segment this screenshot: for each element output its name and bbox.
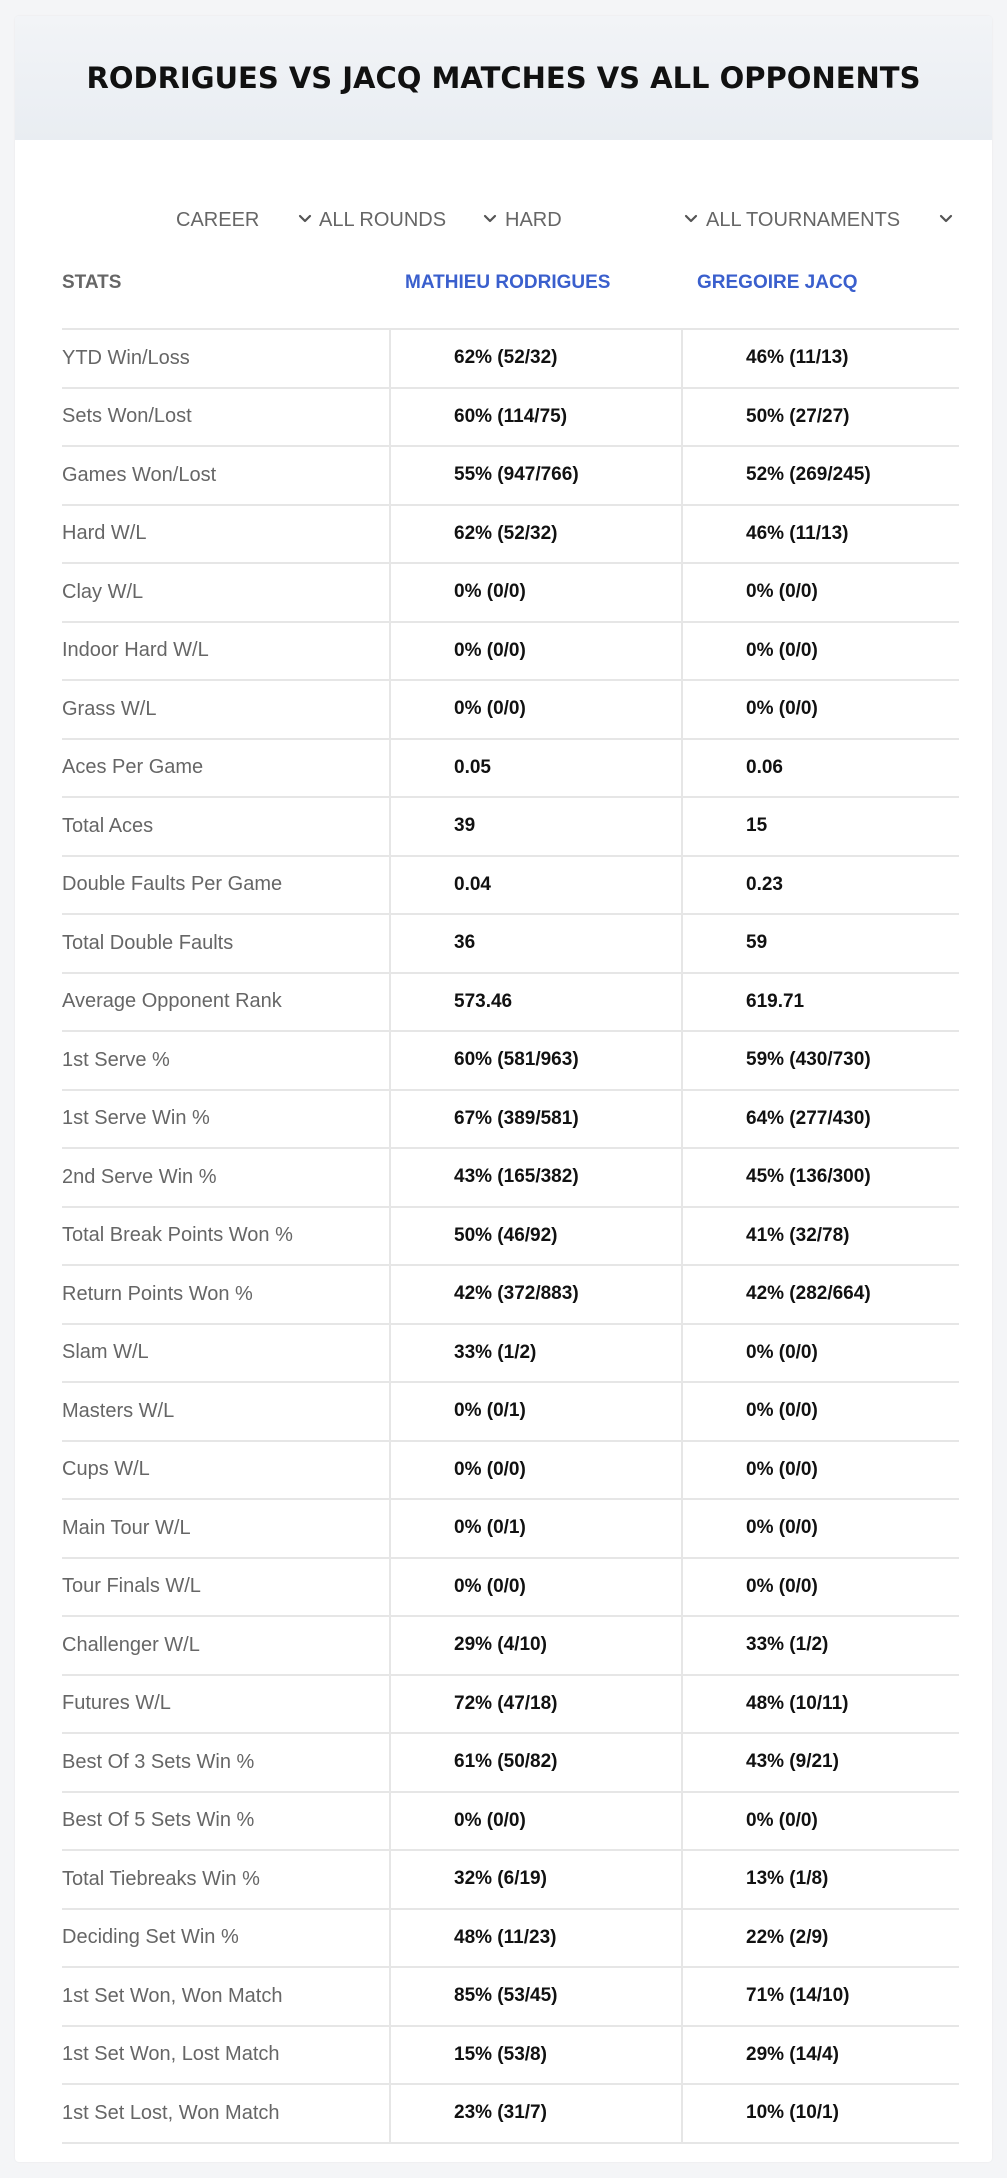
player2-stat-value: 52% (269/245) [746, 464, 871, 486]
player2-stat-value: 0% (0/0) [746, 1400, 818, 1422]
stat-label: Double Faults Per Game [62, 873, 283, 896]
player1-stat-value: 0.04 [454, 873, 491, 895]
player1-stat-value: 85% (53/45) [454, 1985, 558, 2007]
player1-stat-value: 72% (47/18) [454, 1692, 558, 1714]
table-row [62, 1266, 959, 1325]
table-row [62, 389, 959, 448]
stat-label: Deciding Set Win % [62, 1926, 239, 1949]
player1-stat-value: 60% (114/75) [454, 405, 568, 427]
table-row [62, 2085, 959, 2144]
chevron-down-icon [483, 212, 497, 226]
filter-bar [15, 192, 992, 248]
table-row [62, 564, 959, 623]
table-row [62, 915, 959, 974]
table-row [62, 1383, 959, 1442]
stat-label: Aces Per Game [62, 756, 204, 779]
table-row [62, 1559, 959, 1618]
table-row [62, 1500, 959, 1559]
player2-name-link[interactable]: GREGOIRE JACQ [697, 272, 858, 293]
stat-label: Cups W/L [62, 1458, 150, 1481]
table-row [62, 447, 959, 506]
player2-stat-value: 59 [746, 932, 768, 954]
player1-stat-value: 62% (52/32) [454, 347, 558, 369]
column-divider [389, 328, 391, 2142]
player1-stat-value: 42% (372/883) [454, 1283, 579, 1305]
stat-label: YTD Win/Loss [62, 346, 190, 369]
player1-stat-value: 573.46 [454, 990, 513, 1012]
table-row [62, 1442, 959, 1501]
stat-label: Games Won/Lost [62, 463, 217, 486]
filter-value: HARD [505, 208, 562, 231]
player1-stat-value: 0.05 [454, 756, 491, 778]
player1-stat-value: 39 [454, 815, 476, 837]
player1-stat-value: 0% (0/1) [454, 1400, 526, 1422]
tournaments-filter-select[interactable] [706, 192, 953, 248]
player2-stat-value: 33% (1/2) [746, 1634, 829, 1656]
table-row [62, 1091, 959, 1150]
stat-label: Total Double Faults [62, 931, 234, 954]
player2-stat-value: 0% (0/0) [746, 1458, 818, 1480]
player2-stat-value: 64% (277/430) [746, 1107, 871, 1129]
player2-stat-value: 42% (282/664) [746, 1283, 871, 1305]
player1-stat-value: 67% (389/581) [454, 1107, 579, 1129]
player2-stat-value: 0% (0/0) [746, 639, 818, 661]
player1-stat-value: 0% (0/0) [454, 1809, 526, 1831]
table-row [62, 330, 959, 389]
stats-column-header: STATS [62, 272, 122, 293]
player1-stat-value: 36 [454, 932, 476, 954]
stat-label: Main Tour W/L [62, 1516, 191, 1539]
chevron-down-icon [939, 212, 953, 226]
table-row [62, 623, 959, 682]
table-row [62, 1032, 959, 1091]
stats-table [62, 256, 959, 2144]
stat-label: Best Of 5 Sets Win % [62, 1809, 255, 1832]
stat-label: Average Opponent Rank [62, 990, 282, 1013]
player1-stat-value: 0% (0/0) [454, 1458, 526, 1480]
player2-stat-value: 0% (0/0) [746, 581, 818, 603]
filter-value: ALL TOURNAMENTS [706, 208, 901, 231]
table-row [62, 1208, 959, 1267]
table-row [62, 506, 959, 565]
stat-label: 1st Serve % [62, 1048, 170, 1071]
player1-stat-value: 61% (50/82) [454, 1751, 558, 1773]
player2-stat-value: 29% (14/4) [746, 2043, 839, 2065]
table-row [62, 681, 959, 740]
player1-stat-value: 0% (0/1) [454, 1517, 526, 1539]
table-header [62, 256, 959, 330]
player1-stat-value: 33% (1/2) [454, 1341, 537, 1363]
table-row [62, 798, 959, 857]
player1-stat-value: 0% (0/0) [454, 581, 526, 603]
table-row [62, 1793, 959, 1852]
player2-stat-value: 46% (11/13) [746, 347, 849, 369]
player1-name-link[interactable]: MATHIEU RODRIGUES [405, 272, 611, 293]
player2-stat-value: 0% (0/0) [746, 1575, 818, 1597]
player1-stat-value: 32% (6/19) [454, 1868, 547, 1890]
player1-stat-value: 0% (0/0) [454, 698, 526, 720]
player1-stat-value: 0% (0/0) [454, 1575, 526, 1597]
rounds-filter-select[interactable] [319, 192, 497, 248]
player1-stat-value: 29% (4/10) [454, 1634, 547, 1656]
table-row [62, 857, 959, 916]
stat-label: Best Of 3 Sets Win % [62, 1750, 255, 1773]
table-row [62, 1968, 959, 2027]
stat-label: 1st Serve Win % [62, 1107, 210, 1130]
table-row [62, 1676, 959, 1735]
table-row [62, 1617, 959, 1676]
stat-label: Challenger W/L [62, 1633, 200, 1656]
stat-label: Masters W/L [62, 1399, 175, 1422]
player1-stat-value: 43% (165/382) [454, 1166, 579, 1188]
player2-stat-value: 59% (430/730) [746, 1049, 871, 1071]
stat-label: Indoor Hard W/L [62, 639, 209, 662]
player2-stat-value: 13% (1/8) [746, 1868, 829, 1890]
player1-stat-value: 0% (0/0) [454, 639, 526, 661]
player1-stat-value: 62% (52/32) [454, 522, 558, 544]
table-row [62, 740, 959, 799]
player2-stat-value: 0% (0/0) [746, 1517, 818, 1539]
stat-label: Total Tiebreaks Win % [62, 1867, 260, 1890]
player2-stat-value: 71% (14/10) [746, 1985, 850, 2007]
table-row [62, 1325, 959, 1384]
player2-stat-value: 0.23 [746, 873, 783, 895]
player2-stat-value: 0% (0/0) [746, 1809, 818, 1831]
filter-value: CAREER [176, 208, 260, 231]
stat-label: 2nd Serve Win % [62, 1165, 217, 1188]
stat-label: Return Points Won % [62, 1282, 253, 1305]
stats-card [15, 16, 992, 2162]
stat-label: 1st Set Lost, Won Match [62, 2101, 280, 2124]
player2-stat-value: 10% (10/1) [746, 2102, 839, 2124]
player2-stat-value: 50% (27/27) [746, 405, 850, 427]
stat-label: Grass W/L [62, 697, 157, 720]
stat-label: Slam W/L [62, 1341, 149, 1364]
player2-stat-value: 22% (2/9) [746, 1926, 829, 1948]
player2-stat-value: 619.71 [746, 990, 805, 1012]
stat-label: 1st Set Won, Lost Match [62, 2043, 280, 2066]
player1-stat-value: 23% (31/7) [454, 2102, 547, 2124]
career-filter-select[interactable] [176, 192, 312, 248]
table-row [62, 1149, 959, 1208]
page-title: RODRIGUES VS JACQ MATCHES VS ALL OPPONENTS [86, 61, 921, 95]
table-row [62, 974, 959, 1033]
stat-label: Futures W/L [62, 1692, 171, 1715]
filter-value: ALL ROUNDS [319, 208, 447, 231]
player2-stat-value: 48% (10/11) [746, 1692, 849, 1714]
chevron-down-icon [298, 212, 312, 226]
stat-label: Clay W/L [62, 580, 144, 603]
table-row [62, 1734, 959, 1793]
player1-stat-value: 60% (581/963) [454, 1049, 579, 1071]
table-row [62, 1851, 959, 1910]
player2-stat-value: 46% (11/13) [746, 522, 849, 544]
player1-stat-value: 55% (947/766) [454, 464, 579, 486]
table-body [62, 330, 959, 2144]
stat-label: Sets Won/Lost [62, 405, 192, 428]
column-divider [681, 328, 683, 2142]
player2-stat-value: 0% (0/0) [746, 1341, 818, 1363]
player2-stat-value: 0% (0/0) [746, 698, 818, 720]
stat-label: Total Break Points Won % [62, 1224, 293, 1247]
player2-stat-value: 41% (32/78) [746, 1224, 850, 1246]
player2-stat-value: 43% (9/21) [746, 1751, 839, 1773]
player1-stat-value: 48% (11/23) [454, 1926, 557, 1948]
player2-stat-value: 0.06 [746, 756, 783, 778]
card-header [15, 16, 992, 140]
player1-stat-value: 15% (53/8) [454, 2043, 547, 2065]
surface-filter-select[interactable] [505, 192, 698, 248]
player2-stat-value: 15 [746, 815, 768, 837]
stat-label: Total Aces [62, 814, 154, 837]
table-row [62, 1910, 959, 1969]
table-row [62, 2027, 959, 2086]
player2-stat-value: 45% (136/300) [746, 1166, 871, 1188]
stat-label: Tour Finals W/L [62, 1575, 201, 1598]
stat-label: Hard W/L [62, 522, 147, 545]
stat-label: 1st Set Won, Won Match [62, 1984, 283, 2007]
player1-stat-value: 50% (46/92) [454, 1224, 558, 1246]
chevron-down-icon [684, 212, 698, 226]
